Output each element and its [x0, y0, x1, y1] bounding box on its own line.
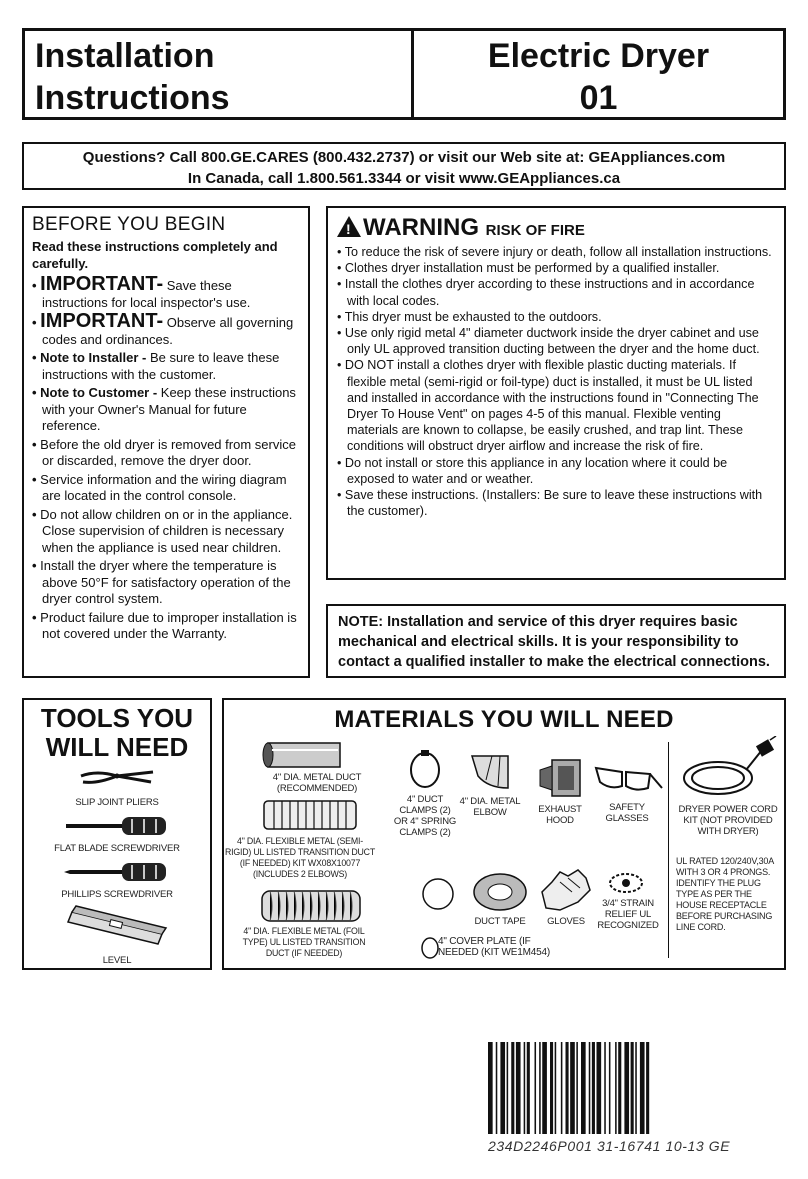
barcode-bar [576, 1042, 578, 1134]
materials-divider [668, 742, 669, 958]
barcode-bar [555, 1042, 557, 1134]
warning-title [337, 214, 775, 242]
item-text: Keep these instructions with your Owner's Manual for future reference. [42, 385, 296, 433]
tape-label: DUCT TAPE [474, 916, 526, 927]
elbow-label: 4" DIA. METAL ELBOW [459, 796, 521, 818]
glasses-label: SAFETY GLASSES [605, 802, 649, 824]
gloves-icon [538, 868, 594, 914]
flex-semi-label: 4" DIA. FLEXIBLE METAL (SEMI-RIGID) UL LISTED TRANSITION DUCT (IF NEEDED) KIT WX08X10077 (INCLUDES 2 ELBOWS) [224, 836, 375, 879]
contact-us: Questions? Call 800.GE.CARES (800.432.2737) or visit our Web site at: GEAppliances.com [82, 149, 726, 166]
title-line-1: Installation [35, 37, 215, 75]
cover-plate-icon [420, 936, 440, 960]
barcode-bar [488, 1042, 493, 1134]
tools-box [22, 698, 212, 970]
barcode-bar [566, 1042, 569, 1134]
contact-canada: In Canada, call 1.800.561.3344 or visit www.GEAppliances.ca [187, 170, 621, 187]
gloves-label: GLOVES [547, 916, 585, 927]
barcode-bar [527, 1042, 530, 1134]
header-product-box [414, 28, 786, 120]
important-label: IMPORTANT- [40, 310, 164, 332]
metal-duct-label: 4" DIA. METAL DUCT (RECOMMENDED) [272, 772, 362, 794]
flex-foil-label: 4" DIA. FLEXIBLE METAL (FOIL TYPE) UL LISTED TRANSITION DUCT (IF NEEDED) [242, 926, 366, 958]
barcode-bar [592, 1042, 595, 1134]
barcode-bar [516, 1042, 521, 1134]
list-item: • Clothes dryer installation must be performed by a qualified installer. [337, 260, 775, 276]
note-label: Note to Customer - [40, 385, 158, 400]
flex-foil-duct-icon [258, 888, 364, 924]
phillips-screwdriver-label: PHILLIPS SCREWDRIVER [61, 889, 173, 900]
product-title [414, 35, 783, 119]
doc-title [35, 35, 411, 119]
level-icon [62, 904, 172, 950]
list-item [32, 310, 300, 348]
pliers-icon [77, 766, 157, 792]
strain-relief-icon [606, 870, 646, 896]
note-label: Note to Installer - [40, 350, 147, 365]
before-list [32, 273, 300, 643]
barcode-bar [609, 1042, 611, 1134]
part-code: 234D2246P001 31-16741 10-13 GE [488, 1138, 731, 1154]
warning-triangle-icon: ! [337, 216, 361, 237]
product-line-2: 01 [579, 79, 618, 117]
phillips-screwdriver-icon [62, 860, 172, 884]
list-item: • Product failure due to improper installation is not covered under the Warranty. [32, 610, 300, 643]
barcode-bar [511, 1042, 514, 1134]
list-item: • Use only rigid metal 4" diameter ductwork inside the dryer cabinet and use only UL approved transition ducting between the dryer and the home duct. [337, 325, 775, 357]
item-text: Be sure to leave these instructions with the customer. [42, 350, 280, 382]
barcode-bar [640, 1042, 645, 1134]
warning-box [326, 206, 786, 580]
rated-label: UL RATED 120/240V,30A WITH 3 OR 4 PRONGS. IDENTIFY THE PLUG TYPE AS PER THE HOUSE RECEPTACLE BEFORE PURCHASING LINE CORD. [676, 856, 774, 932]
barcode-bar [496, 1042, 498, 1134]
list-item: • DO NOT install a clothes dryer with flexible plastic ducting materials. If flexible metal (semi-rigid or foil-type) duct is installed, it must be UL listed and installed in accordance with the instructions found in "Connecting The Dryer To House Vent" on pages 4-5 of this manual. Flexible venting materials are known to collapse, be easily crushed, and trap lint. These conditions will obstruct dryer airflow and increase the risk of fire. [337, 357, 775, 454]
safety-glasses-icon [592, 760, 664, 794]
level-label: LEVEL [102, 955, 132, 966]
tools-title [24, 704, 210, 762]
barcode-bar [535, 1042, 537, 1134]
warning-list [337, 244, 775, 519]
barcode-bar [542, 1042, 547, 1134]
hood-label: EXHAUST HOOD [538, 804, 582, 826]
pliers-label: SLIP JOINT PLIERS [75, 797, 159, 808]
list-item: • Service information and the wiring diagram are located in the control console. [32, 472, 300, 505]
cover-plate-label: 4" COVER PLATE (IF NEEDED (KIT WE1M454) [438, 936, 550, 958]
list-item [32, 273, 300, 311]
section-title: BEFORE YOU BEGIN [32, 214, 226, 235]
barcode-bar [618, 1042, 621, 1134]
barcode-bar [570, 1042, 575, 1134]
list-item: • Save these instructions. (Installers: Be sure to leave these instructions with the customer). [337, 487, 775, 519]
barcode-bar [646, 1042, 649, 1134]
barcode-bar [524, 1042, 526, 1134]
list-item: • This dryer must be exhausted to the outdoors. [337, 309, 775, 325]
barcode-bar [550, 1042, 553, 1134]
barcode-bar [561, 1042, 563, 1134]
barcode-bar [604, 1042, 606, 1134]
barcode-bar [624, 1042, 629, 1134]
item-text: Observe all governing codes and ordinances. [42, 315, 294, 347]
tools-title-1: TOOLS YOU [40, 703, 194, 733]
contact-info [22, 142, 786, 190]
flex-semi-duct-icon [260, 798, 360, 832]
materials-title: MATERIALS YOU WILL NEED [334, 706, 674, 733]
risk-label: RISK OF FIRE [485, 222, 585, 239]
barcode-bar [507, 1042, 509, 1134]
barcode-bar [635, 1042, 637, 1134]
barcode-bar [597, 1042, 602, 1134]
title-line-2: Instructions [35, 79, 230, 117]
metal-duct-icon [262, 740, 346, 770]
before-you-begin [22, 206, 310, 678]
duct-clamp-icon [408, 750, 442, 792]
metal-elbow-icon [468, 752, 512, 792]
barcode-bar [581, 1042, 586, 1134]
list-item: • Install the dryer where the temperature is above 50°F for satisfactory operation of the dryer control system. [32, 558, 300, 608]
barcode-bar [631, 1042, 634, 1134]
lead-text: Read these instructions completely and carefully. [32, 239, 278, 271]
power-cord-icon [676, 736, 780, 800]
cord-label: DRYER POWER CORD KIT (NOT PROVIDED WITH DRYER) [678, 804, 778, 837]
barcode [488, 1042, 786, 1134]
list-item: • Before the old dryer is removed from service or discarded, remove the dryer door. [32, 437, 300, 470]
list-item [32, 385, 300, 435]
list-item [32, 350, 300, 383]
clamps-label: 4" DUCT CLAMPS (2) OR 4" SPRING CLAMPS (2) [393, 794, 457, 838]
barcode-bar [615, 1042, 617, 1134]
note-box: NOTE: Installation and service of this dryer requires basic mechanical and electrical skills. It is your responsibility to contact a qualified installer to make the electrical connections. [326, 604, 786, 678]
exhaust-hood-icon [536, 756, 584, 802]
tools-title-2: WILL NEED [45, 732, 189, 762]
flat-screwdriver-label: FLAT BLADE SCREWDRIVER [54, 843, 180, 854]
list-item: • Do not install or store this appliance in any location where it could be exposed to water and or weather. [337, 455, 775, 487]
barcode-bar [500, 1042, 505, 1134]
product-line-1: Electric Dryer [487, 37, 710, 75]
list-item: • Install the clothes dryer according to these instructions and in accordance with local codes. [337, 276, 775, 308]
barcode-bar [539, 1042, 541, 1134]
materials-box [222, 698, 786, 970]
spring-clamp-icon [418, 874, 458, 914]
list-item: • To reduce the risk of severe injury or death, follow all installation instructions. [337, 244, 775, 260]
item-text: Save these instructions for local inspector's use. [42, 278, 251, 310]
relief-label: 3/4" STRAIN RELIEF UL RECOGNIZED [597, 898, 659, 931]
barcode-bar [589, 1042, 591, 1134]
duct-tape-icon [470, 870, 530, 914]
flat-screwdriver-icon [62, 814, 172, 838]
header-title-box [22, 28, 414, 120]
list-item: • Do not allow children on or in the appliance. Close supervision of children is necessary when the appliance is used near children. [32, 507, 300, 557]
warning-word: WARNING [363, 214, 479, 241]
important-label: IMPORTANT- [40, 273, 164, 295]
